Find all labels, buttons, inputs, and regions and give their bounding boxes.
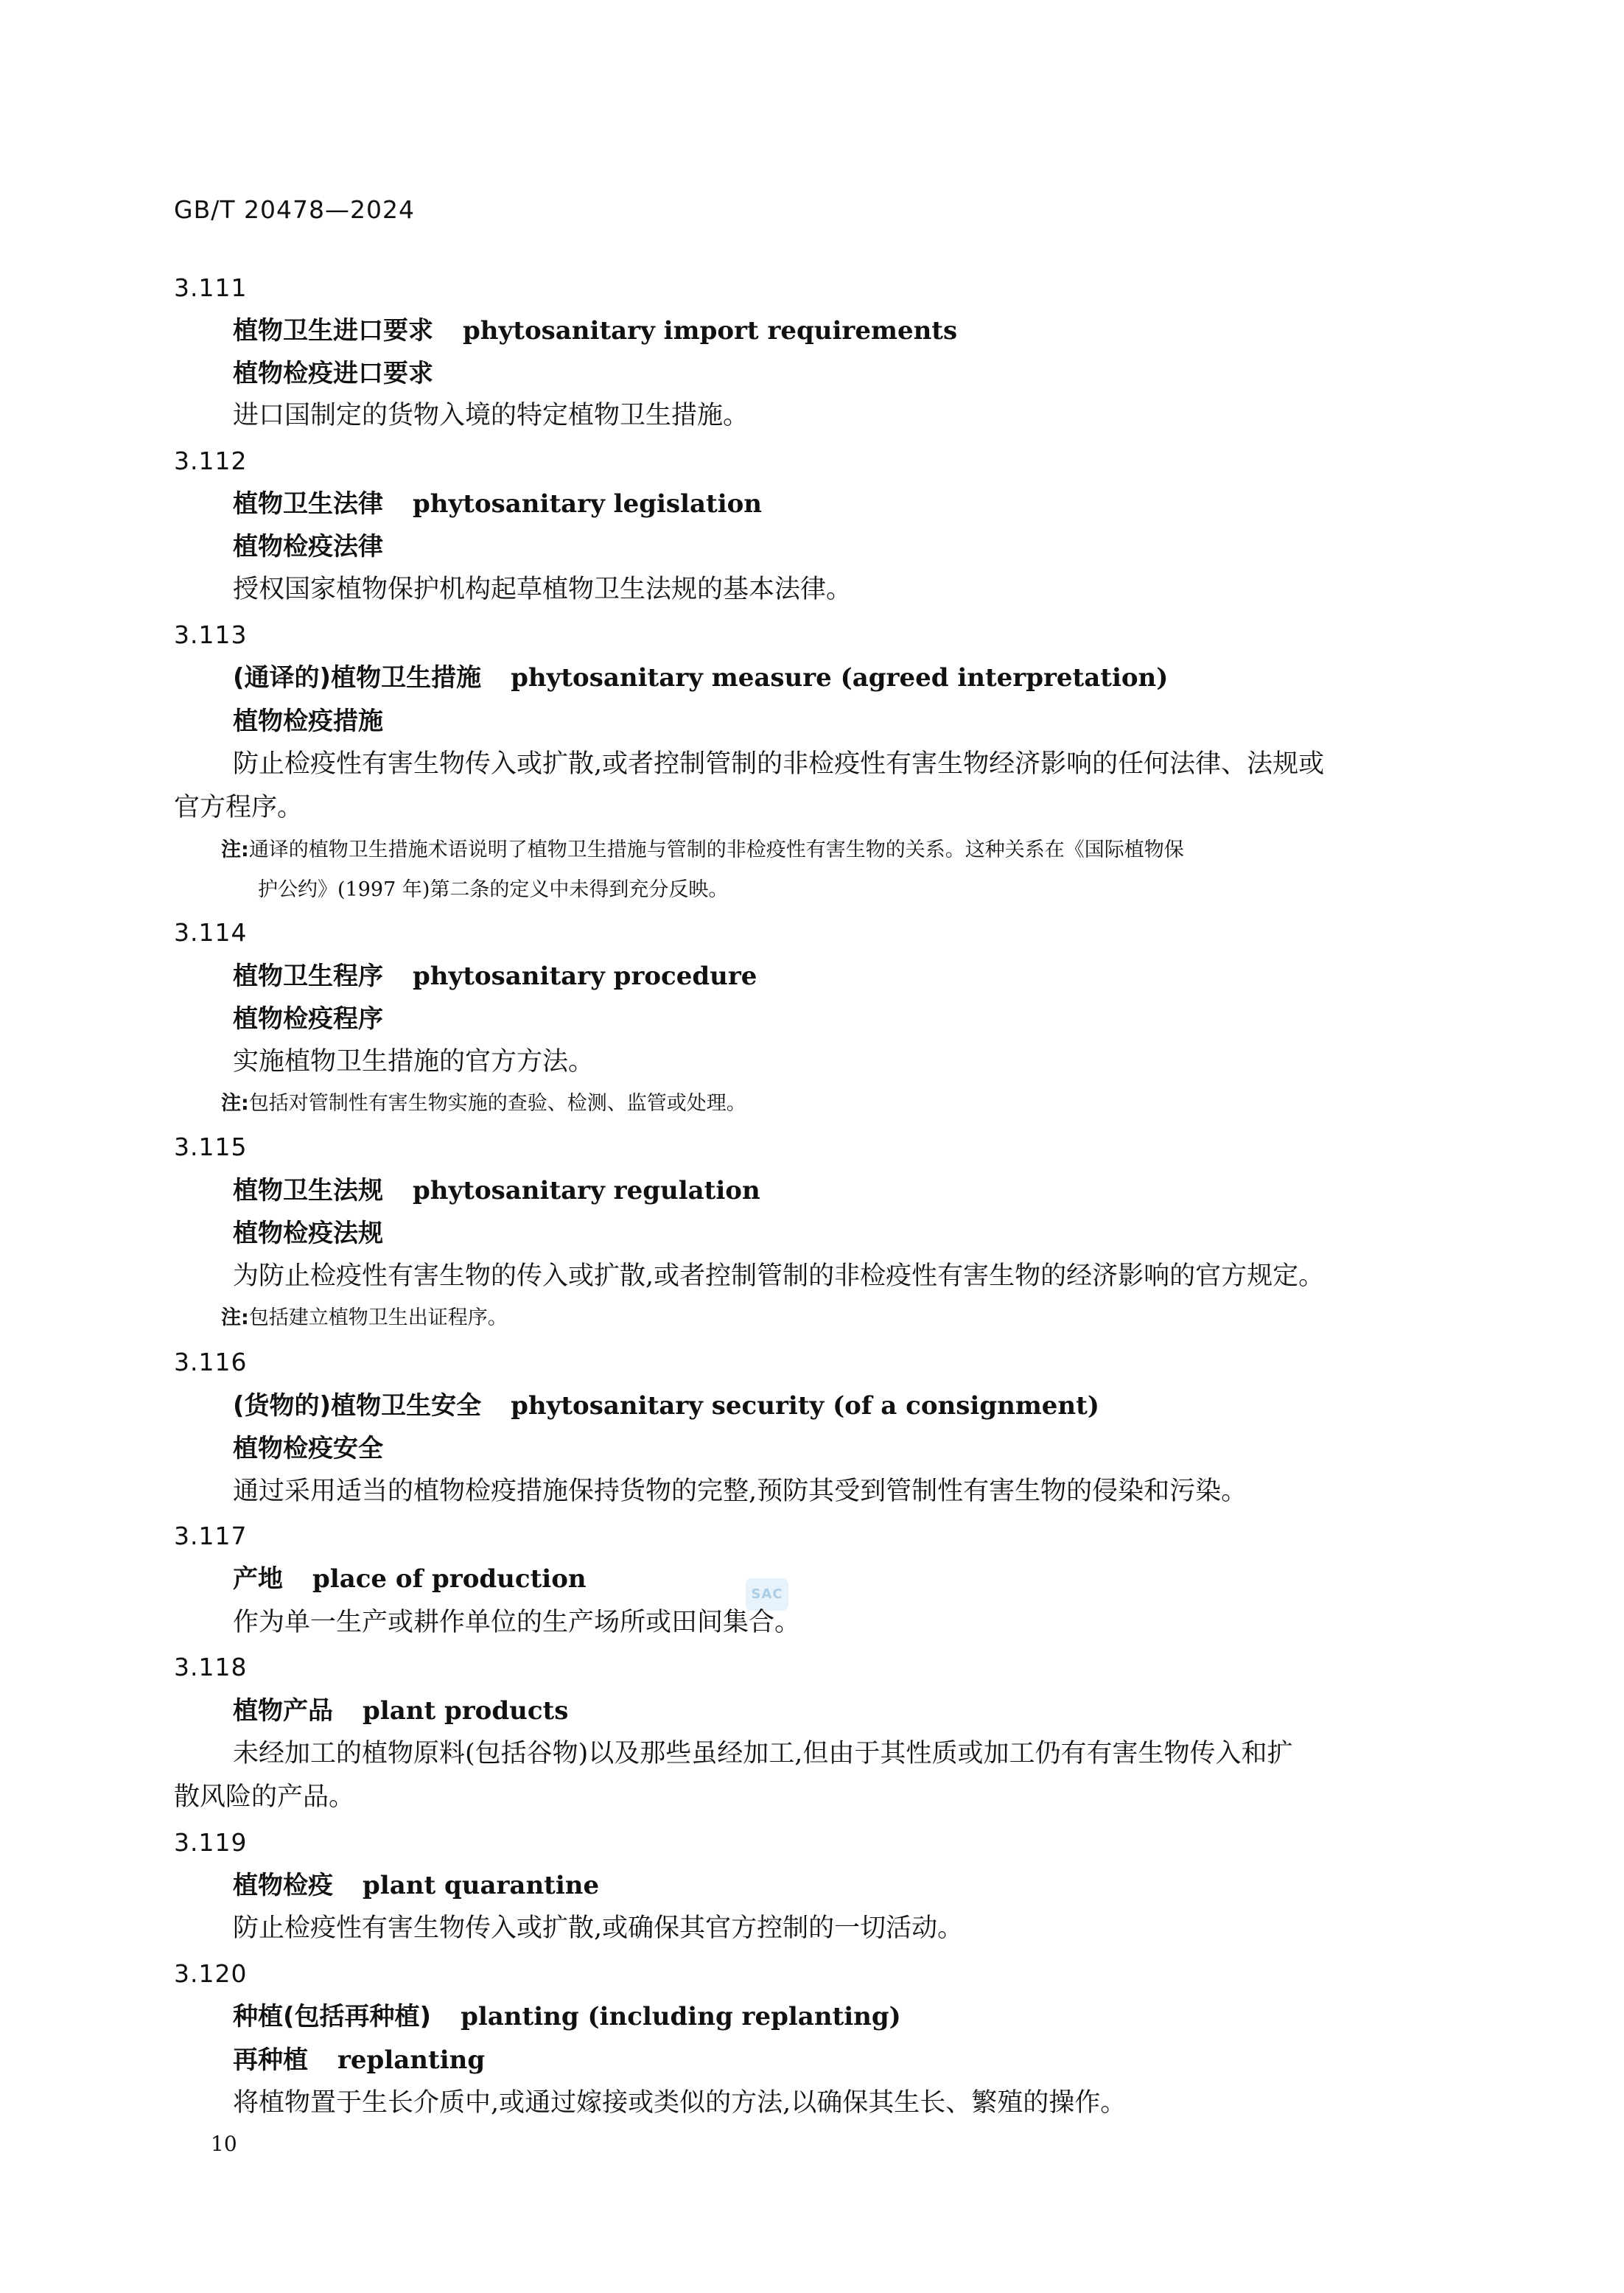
term-line bbox=[233, 1566, 587, 1592]
term-line bbox=[233, 1391, 1099, 1421]
term-synonym: 植物检疫程序 bbox=[233, 1004, 383, 1034]
term-cn: 植物卫生法规 bbox=[233, 1176, 383, 1205]
term-line bbox=[233, 1873, 599, 1898]
definition-text: 为防止检疫性有害生物的传入或扩散,或者控制管制的非检疫性有害生物的经济影响的官方规定。 bbox=[233, 1261, 1325, 1291]
definition-text: 授权国家植物保护机构起草植物卫生法规的基本法律。 bbox=[233, 575, 853, 604]
standard-code: GB/T 20478—2024 bbox=[174, 195, 415, 224]
term-cn: 植物产品 bbox=[233, 1696, 333, 1726]
term-cn: (通译的)植物卫生措施 bbox=[233, 663, 482, 693]
term-cn: 植物卫生程序 bbox=[233, 962, 383, 991]
definition-text-continued: 官方程序。 bbox=[174, 793, 304, 822]
clause-number: 3.112 bbox=[174, 447, 248, 475]
clause-number: 3.114 bbox=[174, 918, 248, 947]
definition-text-continued: 散风险的产品。 bbox=[174, 1782, 355, 1812]
note-text: 包括对管制性有害生物实施的查验、检测、监管或处理。 bbox=[248, 1092, 746, 1115]
term-en: plant products bbox=[363, 1696, 569, 1726]
term-synonym: 植物检疫法规 bbox=[233, 1219, 383, 1248]
term-cn: 产地 bbox=[233, 1564, 283, 1594]
note bbox=[221, 1093, 746, 1113]
term-line bbox=[233, 491, 762, 517]
note-label: 注: bbox=[221, 1306, 249, 1329]
term-en: planting (including replanting) bbox=[461, 2002, 901, 2031]
note-label: 注: bbox=[221, 839, 249, 861]
term-cn: 种植(包括再种植) bbox=[233, 2002, 432, 2031]
note-label: 注: bbox=[221, 1092, 249, 1115]
term-en: phytosanitary security (of a consignment) bbox=[511, 1391, 1099, 1421]
term-synonym: 植物检疫进口要求 bbox=[233, 359, 433, 388]
clause-number: 3.111 bbox=[174, 273, 248, 302]
definition-text: 未经加工的植物原料(包括谷物)以及那些虽经加工,但由于其性质或加工仍有有害生物传入和扩 bbox=[233, 1739, 1293, 1768]
clause-number: 3.116 bbox=[174, 1348, 248, 1376]
definition-text: 进口国制定的货物入境的特定植物卫生措施。 bbox=[233, 401, 749, 430]
term-en: phytosanitary measure (agreed interpretation) bbox=[511, 663, 1169, 693]
definition-text: 实施植物卫生措施的官方方法。 bbox=[233, 1047, 595, 1077]
clause-number: 3.115 bbox=[174, 1133, 248, 1161]
term-en: phytosanitary import requirements bbox=[463, 316, 958, 346]
term-en: phytosanitary regulation bbox=[413, 1176, 760, 1205]
synonym-en: replanting bbox=[337, 2045, 486, 2075]
term-cn: 植物卫生法律 bbox=[233, 489, 383, 519]
note bbox=[221, 1308, 508, 1328]
clause-number: 3.119 bbox=[174, 1828, 248, 1857]
clause-number: 3.117 bbox=[174, 1522, 248, 1550]
term-en: phytosanitary procedure bbox=[413, 962, 757, 991]
clause-number: 3.113 bbox=[174, 620, 248, 649]
clause-number: 3.120 bbox=[174, 1959, 248, 1988]
term-cn: (货物的)植物卫生安全 bbox=[233, 1391, 482, 1421]
term-line bbox=[233, 1178, 760, 1203]
term-line bbox=[233, 316, 958, 346]
term-line bbox=[233, 2004, 901, 2029]
term-synonym-line bbox=[233, 2045, 486, 2075]
definition-text: 作为单一生产或耕作单位的生产场所或田间集合。 bbox=[233, 1608, 801, 1637]
definition-text: 通过采用适当的植物检疫措施保持货物的完整,预防其受到管制性有害生物的侵染和污染。 bbox=[233, 1477, 1247, 1506]
sac-watermark: SAC bbox=[746, 1578, 788, 1611]
term-line bbox=[233, 663, 1169, 693]
note-text: 包括建立植物卫生出证程序。 bbox=[248, 1306, 508, 1329]
definition-text: 防止检疫性有害生物传入或扩散,或确保其官方控制的一切活动。 bbox=[233, 1914, 964, 1943]
term-en: place of production bbox=[312, 1564, 587, 1594]
note bbox=[221, 840, 1184, 860]
term-line bbox=[233, 964, 757, 989]
definition-text: 防止检疫性有害生物传入或扩散,或者控制管制的非检疫性有害生物经济影响的任何法律、法规或 bbox=[233, 749, 1325, 779]
clause-number: 3.118 bbox=[174, 1653, 248, 1681]
term-en: phytosanitary legislation bbox=[413, 489, 763, 519]
page-number: 10 bbox=[211, 2132, 237, 2156]
term-cn: 植物检疫 bbox=[233, 1871, 333, 1900]
term-line bbox=[233, 1696, 569, 1726]
term-synonym: 植物检疫法律 bbox=[233, 532, 383, 561]
note-text: 通译的植物卫生措施术语说明了植物卫生措施与管制的非检疫性有害生物的关系。这种关系在《国际植物保 bbox=[248, 839, 1184, 861]
term-synonym: 植物检疫措施 bbox=[233, 707, 383, 736]
note-text-continued: 护公约》(1997 年)第二条的定义中未得到充分反映。 bbox=[258, 878, 729, 901]
synonym-cn: 再种植 bbox=[233, 2045, 308, 2075]
definition-text: 将植物置于生长介质中,或通过嫁接或类似的方法,以确保其生长、繁殖的操作。 bbox=[233, 2088, 1127, 2118]
term-cn: 植物卫生进口要求 bbox=[233, 316, 433, 346]
term-en: plant quarantine bbox=[363, 1871, 600, 1900]
term-synonym: 植物检疫安全 bbox=[233, 1434, 383, 1463]
